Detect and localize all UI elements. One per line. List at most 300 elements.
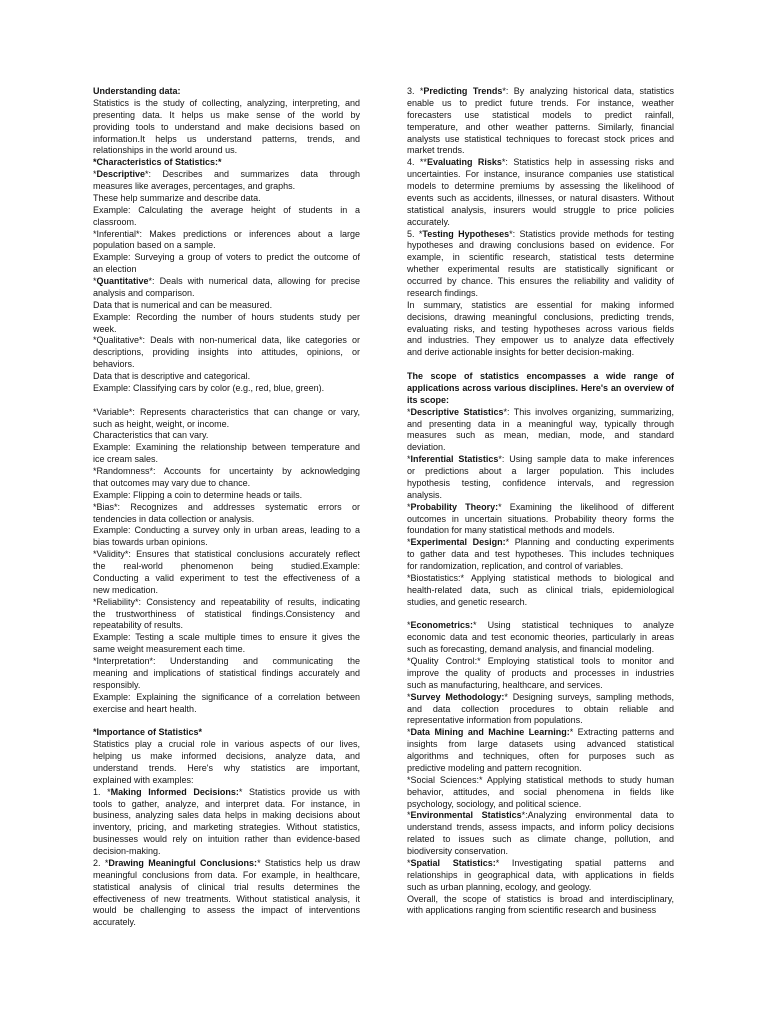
bold-text: Environmental Statistics xyxy=(410,810,522,821)
text-run: health-related data, such as clinical trials, epidemiological xyxy=(407,584,674,595)
text-run: to gather data and test hypotheses. This includes techniques xyxy=(407,549,674,560)
text-run: * Extracting patterns and xyxy=(569,727,674,738)
bold-text: Inferential Statistics xyxy=(410,454,499,465)
text-run: relationships in geographical data, with applications in fields xyxy=(407,869,674,880)
text-run: or predictions about a larger population. This includes xyxy=(407,466,674,476)
text-line xyxy=(407,656,674,668)
text-run: temperature, and other weather patterns. Similarly, financial xyxy=(407,121,674,132)
paragraph xyxy=(93,98,360,157)
text-line xyxy=(407,335,674,347)
text-run: Statistics is the study of collecting, analyzing, interpreting, and xyxy=(93,97,360,108)
text-run: *Biostatistics:* Applying statistical methods to biological and xyxy=(407,572,674,583)
bold-text: its scope: xyxy=(407,394,450,405)
text-run: inventory, pricing, and marketing strategies. Without statistics, xyxy=(93,822,360,833)
text-line xyxy=(407,252,674,264)
paragraph xyxy=(93,549,360,597)
text-line xyxy=(407,870,674,882)
text-line xyxy=(93,252,360,264)
right-column xyxy=(407,86,674,917)
text-line xyxy=(407,395,674,407)
text-line xyxy=(407,668,674,680)
bold-text: Spatial Statistics: xyxy=(410,857,496,868)
text-line xyxy=(93,597,360,609)
text-line xyxy=(407,763,674,775)
text-line xyxy=(407,324,674,336)
text-line xyxy=(93,537,360,549)
text-run: new medication. xyxy=(93,584,159,595)
text-run: Example: Classifying cars by color (e.g., red, blue, green). xyxy=(93,382,325,393)
text-run: effectiveness of new treatments. Without statistical analysis, it xyxy=(93,893,360,904)
text-run: * Using statistical techniques to analyze xyxy=(473,620,674,631)
text-line xyxy=(407,632,674,644)
text-run: * Designing surveys, sampling methods, xyxy=(504,691,674,702)
text-line xyxy=(93,656,360,668)
paragraph xyxy=(93,692,360,716)
text-run: Example: Calculating the average height of students in a xyxy=(93,204,360,215)
text-line xyxy=(407,787,674,799)
text-run: *:Analyzing environmental data to xyxy=(521,810,674,821)
text-run: related to issues such as climate change, pollution, and xyxy=(407,834,674,845)
text-line xyxy=(407,894,674,906)
text-line xyxy=(407,193,674,205)
text-line xyxy=(93,846,360,858)
text-line xyxy=(93,110,360,122)
text-line xyxy=(93,668,360,680)
text-run: * Statistics help us draw xyxy=(257,857,360,868)
text-line xyxy=(407,86,674,98)
text-run: Data that is descriptive and categorical. xyxy=(93,371,251,381)
text-line xyxy=(407,537,674,549)
text-line xyxy=(93,466,360,478)
text-line xyxy=(93,644,360,656)
text-line xyxy=(93,692,360,704)
text-line xyxy=(407,442,674,454)
text-line xyxy=(93,727,360,739)
text-line xyxy=(407,145,674,157)
text-run: Example: Conducting a survey only in urban areas, leading to a xyxy=(93,525,360,536)
text-run: same weight measurement each time. xyxy=(93,644,246,655)
paragraph xyxy=(93,739,360,787)
bold-text: Descriptive Statistics xyxy=(410,406,504,417)
text-run: such as urban planning, ecology, and geology. xyxy=(407,881,592,892)
text-line xyxy=(407,419,674,431)
text-run: research findings. xyxy=(407,287,479,298)
bold-text: Probability Theory: xyxy=(410,501,499,512)
paragraph xyxy=(407,537,674,573)
text-run: *Social Sciences:* Applying statistical methods to study human xyxy=(407,774,674,785)
text-run: occurred by chance. This ensures the reliability and validity of xyxy=(407,276,674,286)
text-run: descriptions, providing insights into attitudes, opinions, or xyxy=(93,347,360,358)
text-line xyxy=(93,276,360,288)
text-run: 4. ** xyxy=(407,157,427,168)
bold-text: Making Informed Decisions: xyxy=(110,786,239,797)
text-run: bias towards urban opinions. xyxy=(93,537,208,548)
text-run: *: Statistics provide methods for testing xyxy=(509,228,674,239)
blank-line xyxy=(93,715,360,727)
bold-text: Experimental Design: xyxy=(410,537,506,548)
text-run: statistical analysis of clinical trial results determines the xyxy=(93,881,360,892)
text-line xyxy=(93,561,360,573)
text-line xyxy=(93,454,360,466)
text-run: * xyxy=(93,276,97,286)
text-line xyxy=(93,324,360,336)
paragraph xyxy=(93,858,360,929)
text-line xyxy=(93,858,360,870)
text-line xyxy=(93,917,360,929)
text-run: and data collection procedures to obtain reliable and xyxy=(407,703,674,714)
paragraph xyxy=(407,454,674,502)
paragraph xyxy=(407,620,674,656)
text-line xyxy=(407,644,674,656)
text-line xyxy=(93,704,360,716)
text-run: helping us make informed decisions, analyze data, and xyxy=(93,751,360,761)
text-line xyxy=(93,834,360,846)
text-run: business, analyzing sales data helps in making decisions about xyxy=(93,810,360,821)
text-run: studies, and genetic research. xyxy=(407,596,528,607)
text-run: Conducting a valid experiment to test the effectiveness of a xyxy=(93,572,360,583)
text-run: information.It helps us understand patterns, trends, and xyxy=(93,133,360,144)
text-line xyxy=(93,573,360,585)
text-line xyxy=(93,490,360,502)
paragraph xyxy=(407,894,674,918)
text-run: 3. * xyxy=(407,86,424,96)
bold-text: Testing Hypotheses xyxy=(422,228,510,239)
text-run: exercise and heart health. xyxy=(93,703,197,714)
text-line xyxy=(407,751,674,763)
text-line xyxy=(93,430,360,442)
text-line xyxy=(407,609,674,621)
text-run: meaningful conclusions from data. For example, in healthcare, xyxy=(93,869,360,880)
text-line xyxy=(407,383,674,395)
text-run: analysts use statistical techniques to forecast stock prices and xyxy=(407,133,674,144)
paragraph xyxy=(93,407,360,431)
text-run: *Quality Control:* Employing statistical tools to monitor and xyxy=(407,656,674,666)
text-run: accurately. xyxy=(407,216,450,227)
paragraph xyxy=(407,810,674,858)
left-column xyxy=(93,86,360,929)
paragraph xyxy=(93,335,360,371)
paragraph xyxy=(93,490,360,502)
text-run: algorithms and techniques, often for purposes such as xyxy=(407,751,674,761)
text-line xyxy=(93,217,360,229)
text-line xyxy=(93,157,360,169)
text-line xyxy=(407,739,674,751)
text-line xyxy=(407,217,674,229)
text-run: *Validity*: Ensures that statistical conclusions accurately reflect xyxy=(93,549,360,560)
text-line xyxy=(407,276,674,288)
paragraph xyxy=(93,312,360,336)
paragraph xyxy=(407,300,674,359)
paragraph xyxy=(93,466,360,490)
text-run: These help summarize and describe data. xyxy=(93,192,261,203)
paragraph xyxy=(93,252,360,276)
text-line xyxy=(407,858,674,870)
text-line xyxy=(407,620,674,632)
text-line xyxy=(93,905,360,917)
heading xyxy=(93,727,360,739)
text-run: * Investigating spatial patterns and xyxy=(495,857,674,868)
text-run: tools to gather, analyze, and interpret data. For instance, in xyxy=(93,798,360,809)
text-line xyxy=(407,407,674,419)
text-line xyxy=(407,110,674,122)
text-line xyxy=(93,609,360,621)
bold-text: Evaluating Risks xyxy=(426,157,502,168)
paragraph xyxy=(93,229,360,253)
blank-line xyxy=(407,359,674,371)
paragraph xyxy=(407,656,674,692)
text-line xyxy=(93,122,360,134)
text-run: * xyxy=(407,620,411,631)
text-line xyxy=(93,739,360,751)
paragraph xyxy=(93,205,360,229)
text-run: *: Describes and summarizes data through xyxy=(145,169,360,180)
text-run: evaluating risks, and testing hypotheses across various fields xyxy=(407,323,674,334)
text-run: would be challenging to assess the impact of interventions xyxy=(93,905,360,916)
bold-text: Survey Methodology: xyxy=(410,691,505,702)
text-run: accurately. xyxy=(93,917,136,928)
text-line xyxy=(93,894,360,906)
text-line xyxy=(407,478,674,490)
text-line xyxy=(407,597,674,609)
text-run: enable us to predict future trends. For instance, weather xyxy=(407,97,674,108)
text-line xyxy=(407,692,674,704)
text-run: relationships in the world around us. xyxy=(93,145,238,156)
text-line xyxy=(93,98,360,110)
blank-line xyxy=(93,395,360,407)
text-line xyxy=(407,454,674,466)
blank-line xyxy=(407,609,674,621)
text-run: ice cream sales. xyxy=(93,454,159,465)
text-run: tendencies in data collection or analysis. xyxy=(93,513,255,524)
text-line xyxy=(93,312,360,324)
text-line xyxy=(93,395,360,407)
text-run: and industries. They empower us to analyze data effectively xyxy=(407,335,674,346)
text-run: such as forecasting, demand analysis, and financial modeling. xyxy=(407,644,655,655)
bold-text: Quantitative xyxy=(96,276,149,286)
text-run: *: Deals with numerical data, allowing for precise xyxy=(148,276,360,286)
text-line xyxy=(407,347,674,359)
text-run: week. xyxy=(93,323,117,334)
text-run: *Inferential*: Makes predictions or inferences about a large xyxy=(93,228,360,239)
text-run: * xyxy=(407,691,411,702)
text-run: the real-world phenomenon being studied.Example: xyxy=(93,561,360,571)
text-line xyxy=(407,905,674,917)
paragraph xyxy=(93,371,360,383)
heading xyxy=(93,86,360,98)
text-line xyxy=(407,585,674,597)
text-run: decision-making. xyxy=(93,846,161,856)
text-run: *Randomness*: Accounts for uncertainty by acknowledging xyxy=(93,466,360,476)
text-run: *Bias*: Recognizes and addresses systematic errors or xyxy=(93,501,360,512)
text-line xyxy=(93,810,360,822)
text-line xyxy=(407,134,674,146)
text-run: biodiversity conservation. xyxy=(407,846,509,856)
text-run: understand trends, assess impacts, and inform policy decisions xyxy=(407,822,674,833)
text-run: classroom. xyxy=(93,216,137,227)
text-line xyxy=(93,288,360,300)
text-line xyxy=(93,882,360,894)
text-run: whether experimental results are statistically significant or xyxy=(407,264,674,275)
paragraph xyxy=(93,787,360,858)
text-line xyxy=(407,312,674,324)
text-line xyxy=(93,347,360,359)
text-run: outcomes in uncertain situations. Probability theory forms the xyxy=(407,513,674,524)
text-run: * xyxy=(407,501,411,512)
paragraph xyxy=(407,573,674,609)
paragraph xyxy=(407,407,674,455)
text-run: economic data and test economic theories, particularly in areas xyxy=(407,632,674,643)
paragraph xyxy=(407,727,674,775)
text-line xyxy=(407,549,674,561)
text-line xyxy=(407,359,674,371)
paragraph xyxy=(93,656,360,692)
text-line xyxy=(407,300,674,312)
paragraph xyxy=(93,383,360,395)
text-line xyxy=(93,335,360,347)
text-line xyxy=(407,430,674,442)
paragraph xyxy=(93,632,360,656)
text-run: hypotheses and drawing conclusions based on evidence. For xyxy=(407,240,674,251)
paragraph xyxy=(407,157,674,228)
text-line xyxy=(407,157,674,169)
bold-text: Understanding data: xyxy=(93,86,181,96)
text-line xyxy=(407,502,674,514)
text-line xyxy=(93,145,360,157)
text-run: foundation for many statistical methods and models. xyxy=(407,525,615,536)
text-run: such as manufacturing, healthcare, and services. xyxy=(407,679,603,690)
text-line xyxy=(407,822,674,834)
text-line xyxy=(407,525,674,537)
paragraph xyxy=(93,597,360,633)
text-line xyxy=(93,585,360,597)
text-run: statistical analysis, insurers would struggle to price policies xyxy=(407,204,674,215)
paragraph xyxy=(93,300,360,312)
text-run: *Qualitative*: Deals with non-numerical data, like categories or xyxy=(93,335,360,346)
text-line xyxy=(93,799,360,811)
text-run: that outcomes may vary due to chance. xyxy=(93,477,251,488)
text-run: understand trends. Here's why statistics are important, xyxy=(93,762,360,773)
paragraph xyxy=(93,276,360,300)
bold-text: The scope of statistics encompasses a wide range of xyxy=(407,371,674,381)
text-run: *: By analyzing historical data, statistics xyxy=(502,86,674,96)
text-line xyxy=(93,525,360,537)
text-line xyxy=(93,502,360,514)
text-run: improve the quality of products and processes in industries xyxy=(407,667,674,678)
text-run: models to determine premiums by assessing the likelihood of xyxy=(407,181,674,191)
text-line xyxy=(93,763,360,775)
text-run: providing tools to understand and make decisions based on xyxy=(93,121,360,132)
text-run: *: Statistics help in assessing risks and xyxy=(501,157,674,168)
text-run: responsibly. xyxy=(93,679,141,690)
paragraph xyxy=(407,858,674,894)
text-run: * xyxy=(93,169,97,180)
text-run: * Examining the likelihood of different xyxy=(498,501,674,512)
text-run: * xyxy=(407,406,411,417)
text-run: Statistics play a crucial role in various aspects of our lives, xyxy=(93,739,360,750)
text-line xyxy=(407,561,674,573)
bold-text: Econometrics: xyxy=(410,620,474,631)
text-run: * xyxy=(407,857,411,868)
bold-text: Descriptive xyxy=(96,169,146,180)
text-line xyxy=(93,193,360,205)
text-line xyxy=(93,419,360,431)
paragraph xyxy=(93,430,360,442)
text-line xyxy=(407,205,674,217)
text-run: behavior, attitudes, and social phenomena in fields like xyxy=(407,786,674,797)
text-run: decisions, drawing meaningful conclusions, predicting trends, xyxy=(407,311,674,322)
text-run: example, in scientific research, statistical tests determine xyxy=(407,252,674,263)
text-line xyxy=(93,751,360,763)
text-run: analysis. xyxy=(407,489,443,500)
heading xyxy=(93,157,360,169)
text-line xyxy=(93,169,360,181)
text-run: representative information from populations. xyxy=(407,715,583,726)
text-line xyxy=(407,514,674,526)
text-run: meaning and implications of statistical findings accurately and xyxy=(93,667,360,678)
text-line xyxy=(407,680,674,692)
text-line xyxy=(407,240,674,252)
text-line xyxy=(93,787,360,799)
text-line xyxy=(93,134,360,146)
paragraph xyxy=(407,502,674,538)
text-run: 1. * xyxy=(93,786,111,797)
text-line xyxy=(93,442,360,454)
text-run: *: This involves organizing, summarizing, xyxy=(503,406,674,417)
text-run: forecasters use statistical models to predict rainfall, xyxy=(407,109,674,120)
text-run: * Statistics provide us with xyxy=(238,786,360,797)
text-line xyxy=(93,620,360,632)
paragraph xyxy=(407,229,674,300)
text-line xyxy=(407,846,674,858)
text-run: Example: Testing a scale multiple times to ensure it gives the xyxy=(93,632,360,643)
text-run: behaviors. xyxy=(93,359,135,370)
text-run: measures like averages, percentages, and graphs. xyxy=(93,181,296,191)
text-run: In summary, statistics are essential for making informed xyxy=(407,299,674,310)
text-line xyxy=(407,229,674,241)
heading xyxy=(407,371,674,407)
text-line xyxy=(93,181,360,193)
text-run: uncertainties. For instance, insurance companies use statistical xyxy=(407,169,674,180)
text-run: *Reliability*: Consistency and repeatability of results, indicating xyxy=(93,596,360,607)
text-run: repeatability of results. xyxy=(93,620,184,631)
text-run: * xyxy=(407,810,411,821)
text-line xyxy=(407,181,674,193)
text-run: with applications ranging from scientific research and business xyxy=(407,905,657,916)
text-line xyxy=(93,300,360,312)
text-run: deviation. xyxy=(407,442,446,453)
text-line xyxy=(93,632,360,644)
text-line xyxy=(93,371,360,383)
text-run: Example: Explaining the significance of a correlation between xyxy=(93,691,360,702)
paragraph xyxy=(93,442,360,466)
paragraph xyxy=(407,86,674,157)
text-line xyxy=(93,775,360,787)
text-run: such as height, weight, or income. xyxy=(93,418,230,429)
text-line xyxy=(93,205,360,217)
bold-text: applications across various disciplines. Here's an overview of xyxy=(407,382,674,393)
paragraph xyxy=(407,775,674,811)
text-line xyxy=(407,371,674,383)
text-run: presenting data. It helps us make sense of the world by xyxy=(93,109,360,120)
text-run: * xyxy=(407,537,411,548)
text-line xyxy=(93,240,360,252)
text-run: Characteristics that can vary. xyxy=(93,430,209,441)
text-line xyxy=(407,775,674,787)
text-run: explained with examples: xyxy=(93,774,194,785)
text-run: *Variable*: Represents characteristics that can change or vary, xyxy=(93,406,360,417)
text-line xyxy=(93,549,360,561)
text-run: Example: Recording the number of hours students study per xyxy=(93,311,360,322)
